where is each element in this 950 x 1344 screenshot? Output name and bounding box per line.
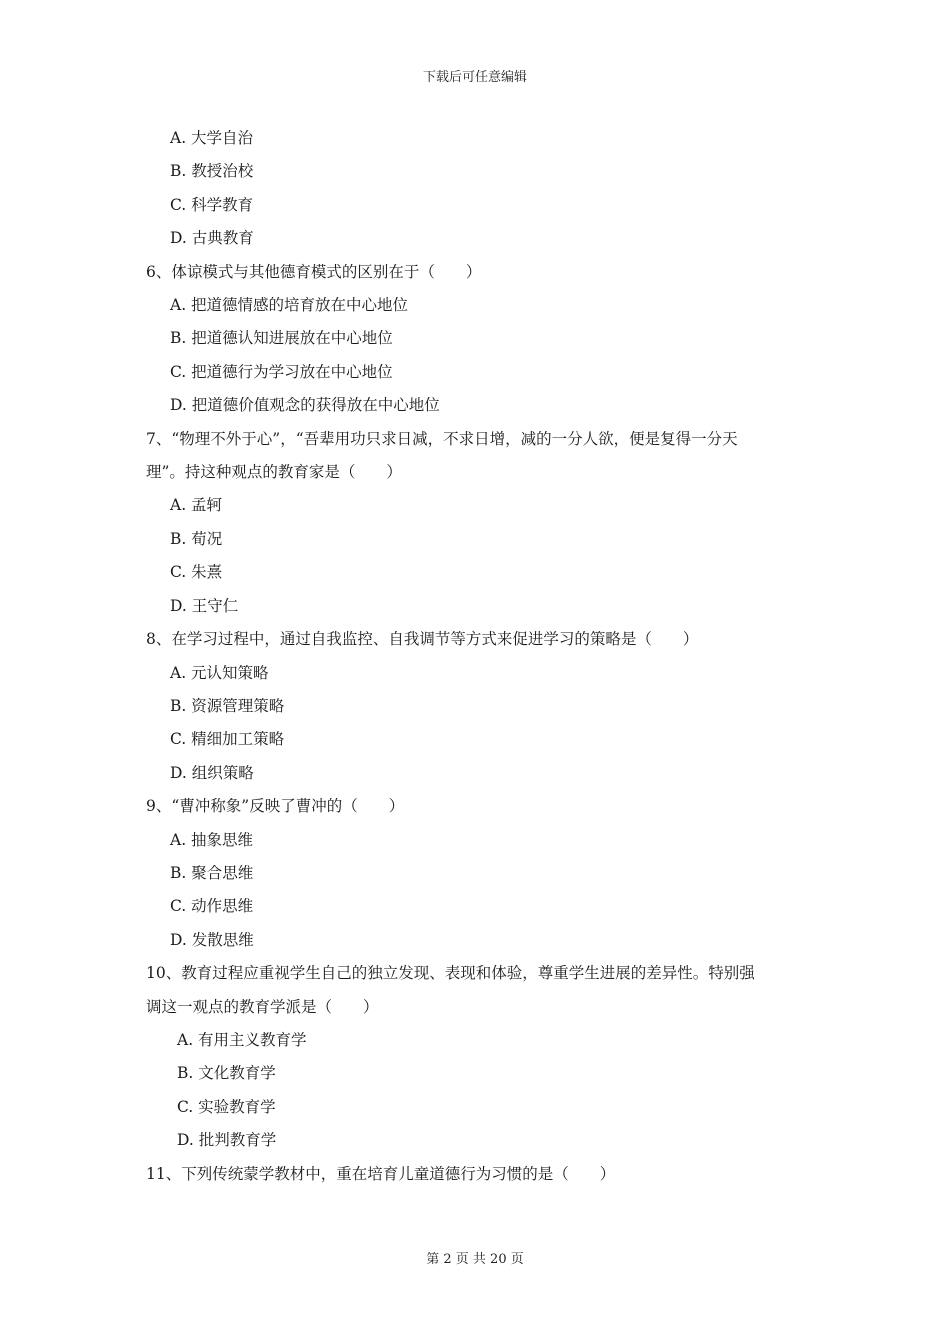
option-line: D. 批判教育学 xyxy=(177,1131,277,1150)
option-line: B. 荀况 xyxy=(170,529,223,548)
document-body xyxy=(146,122,816,1191)
option-line: B. 文化教育学 xyxy=(177,1064,276,1083)
option-line: C. 动作思维 xyxy=(170,897,254,916)
question-7: 7、“物理不外于心”，“吾辈用功只求日减，不求日增，减的一分人欲，便是复得一分天 xyxy=(146,429,738,448)
question-9: 9、“曹冲称象”反映了曹冲的（ ） xyxy=(146,797,405,816)
option-line: A. 把道德情感的培育放在中心地位 xyxy=(170,296,409,315)
option-line: B. 把道德认知进展放在中心地位 xyxy=(170,329,393,348)
option-line: A. 有用主义教育学 xyxy=(177,1030,307,1049)
option-line: B. 资源管理策略 xyxy=(170,696,285,715)
option-line: A. 孟轲 xyxy=(170,496,223,515)
option-line: D. 组织策略 xyxy=(170,763,254,782)
question-10: 10、教育过程应重视学生自己的独立发现、表现和体验，尊重学生进展的差异性。特别强 xyxy=(146,964,755,983)
question-10-continued: 调这一观点的教育学派是（ ） xyxy=(146,997,379,1016)
option-line: C. 科学教育 xyxy=(170,195,254,214)
option-line: A. 元认知策略 xyxy=(170,663,269,682)
question-8: 8、在学习过程中，通过自我监控、自我调节等方式来促进学习的策略是（ ） xyxy=(146,630,699,649)
option-line: B. 教授治校 xyxy=(170,162,254,181)
option-line: D. 发散思维 xyxy=(170,930,254,949)
option-line: C. 把道德行为学习放在中心地位 xyxy=(170,362,393,381)
option-line: C. 朱熹 xyxy=(170,563,223,582)
option-line: D. 王守仁 xyxy=(170,596,239,615)
question-11: 11、下列传统蒙学教材中，重在培育儿童道德行为习惯的是（ ） xyxy=(146,1164,616,1183)
option-line: B. 聚合思维 xyxy=(170,863,254,882)
question-6: 6、体谅模式与其他德育模式的区别在于（ ） xyxy=(146,262,482,281)
option-line: D. 古典教育 xyxy=(170,229,254,248)
option-line: D. 把道德价值观念的获得放在中心地位 xyxy=(170,396,440,415)
option-line: A. 抽象思维 xyxy=(170,830,254,849)
question-7-continued: 理”。持这种观点的教育家是（ ） xyxy=(146,463,402,482)
option-line: C. 实验教育学 xyxy=(177,1097,276,1116)
page-header: 下载后可任意编辑 xyxy=(422,70,527,85)
option-line: A. 大学自治 xyxy=(170,129,254,147)
page-footer: 第 2 页 共 20 页 xyxy=(426,1252,524,1267)
option-line: C. 精细加工策略 xyxy=(170,730,285,749)
